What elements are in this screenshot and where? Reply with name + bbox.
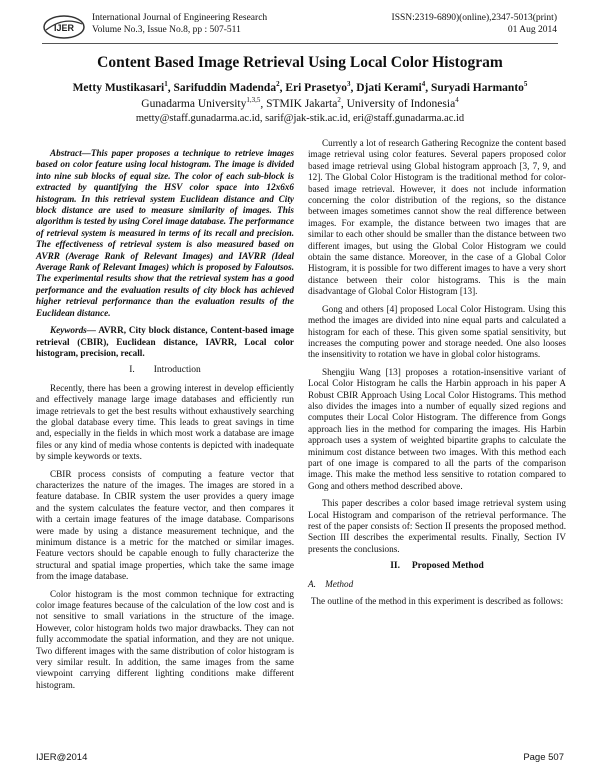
author-name: Metty Mustikasari (72, 82, 165, 94)
abstract: Abstract—This paper proposes a technique to retrieve images based on color feature using local histogram. The image is divided into nine sub blocks of equal size. The color of each sub-block is extracted by quantifying the HSV color space into 12x6x6 histogram. In this retrieval system Euclidean distance and City block distance are used to measure similarity of images. This algorithm is tested by using Corel image database. The performance of retrieval system is measured in terms of its recall and precision. The effectiveness of retrieval system is also measured based on AVRR (Average Rank of Relevant Images) and IAVRR (Ideal Average Rank of Relevant Images) which is proposed by Faloutsos. The experimental results show that the retrieval system has a good performance and the evaluation results of city block has achieved higher retrieval performance than the evaluation results of the Euclidean distance. (36, 148, 294, 318)
issn: ISSN:2319-6890)(online),2347-5013(print) (391, 13, 557, 23)
svg-text:IJER: IJER (53, 23, 75, 33)
footer-journal: IJER@2014 (36, 752, 88, 763)
section-heading-introduction: I. Introduction (129, 365, 201, 376)
journal-name: International Journal of Engineering Research (92, 13, 268, 23)
issue-date: 01 Aug 2014 (507, 25, 557, 35)
header-divider (42, 43, 558, 44)
method-intro: The outline of the method in this experiment is described as follows: (310, 596, 564, 607)
author-name: Suryadi Harmanto (430, 82, 524, 94)
author-name: Djati Kerami (356, 82, 422, 94)
body-paragraph: Shengjiu Wang [13] proposes a rotation-insensitive variant of Local Color Histogram he calls the Harbin approach in his paper A Robust CBIR Approach Using Local Color Histograms. This method also divides the images into a number of equally sized regions and computes their Local Color Histogram. The difference from Gongs approach lies in the method for comparing the images. His Harbin approach uses a system of weighted bipartite graphs to calculate the minimum cost distance between two images. With this method each part of one image is compared to all the parts of the comparison image. This make the method less sensitive to rotation compared to Gong and others method described above. (308, 366, 566, 491)
body-paragraph: Gong and others [4] proposed Local Color Histogram. Using this method the images are divided into nine equal parts and calculated a histogram for each of these. This given some spatial sensitivity, but increases the computing power and storage needed. One also looses the insensitivity to rotation we have in global color histograms. (308, 303, 566, 360)
left-column (36, 148, 294, 697)
affiliations: Gunadarma University$^{1,3,5}$, STMIK Jakarta$^2$, University of Indonesia$^4$ (141, 96, 459, 110)
paper-title: Content Based Image Retrieval Using Local Color Histogram (97, 54, 503, 71)
body-paragraph: Color histogram is the most common technique for extracting color image features because of the calculation of the low cost and is not sensitive to small variations in the structure of the image. However, color histogram holds two major drawbacks. They can not fully accommodate the spatial information, and they are not unique. Two different images with the same distribution of color histogram is very similar result. In addition, the same images from the same viewpoint carrying different lighting conditions make different histogram. (36, 588, 294, 690)
subsection-heading-method: A. Method (308, 578, 354, 589)
body-paragraph: This paper describes a color based image retrieval system using Local Histogram and comparison of the retrieval performance. The rest of the paper consists of: Section II presents the proposed method. Section III describes the experimental results. Finally, Section IV presents the conclusions. (308, 498, 566, 554)
section-heading-proposed-method: II. Proposed Method (390, 561, 484, 572)
body-paragraph: Currently a lot of research Gathering Recognize the content based image retrieval using color features. Several papers proposed color based image retrieval using Global histogram approach [3, 7, 9, and 12]. The Global Color Histogram is the traditional method for color-based image retrieval. However, it does not include information concerning the color distribution of the regions, so the distance between images sometimes cannot show the real difference between images. For example, the distance between two images that are similar to each other should be smaller than the distance between two different images, but using the Global Color Histogram we could obtain the same distance. Moreover, in the case of a Global Color Histogram, it is possible for two different images to have a very short distance between their color histograms. This is the main disadvantage of Global Color Histogram [13]. (308, 138, 566, 297)
page-number: Page 507 (523, 752, 564, 763)
author-name: Eri Prasetyo (285, 82, 347, 94)
journal-header (92, 12, 267, 36)
keywords: Keywords— AVRR, City block distance, Content-based image retrieval (CBIR), Euclidean distance, IAVRR, Local color histogram, precision, recall. (36, 325, 294, 358)
author-list: Metty Mustikasari$^1$, Sarifuddin Madenda$^2$, Eri Prasetyo$^3$, Djati Kerami$^4$, Suryadi Harmanto$^5$ (72, 80, 528, 94)
journal-volume: Volume No.3, Issue No.8, pp : 507-511 (92, 25, 241, 35)
issn-header (392, 12, 557, 36)
right-column (308, 138, 566, 613)
author-emails: metty@staff.gunadarma.ac.id, sarif@jak-stik.ac.id, eri@staff.gunadarma.ac.id (135, 113, 465, 124)
body-paragraph: CBIR process consists of computing a feature vector that characterizes the nature of the images. The images are stored in a feature database. In CBIR system the user provides a query image and the system calculates the feature vector, and then compares it with a certain image features of the image database. Comparisons were made by using a distance measurement technique, and the minimum distance is a metric for the matched or similar images. Feature vectors should be capable enough to fully characterize the structural and spatial image properties, which take the same image from the image database. (36, 468, 294, 582)
journal-logo-icon (42, 14, 86, 40)
author-name: Sarifuddin Madenda (173, 82, 277, 94)
body-paragraph: Recently, there has been a growing interest in develop efficiently and effectively manage large image databases and efficiently run image retrievals to get the best results without exhaustively searching the global database every time. This leads to great savings in time and, especially in the fields in which most work a database are image files or any kind of media whose contents is depicted with inadequate by simple keywords or texts. (36, 382, 294, 462)
